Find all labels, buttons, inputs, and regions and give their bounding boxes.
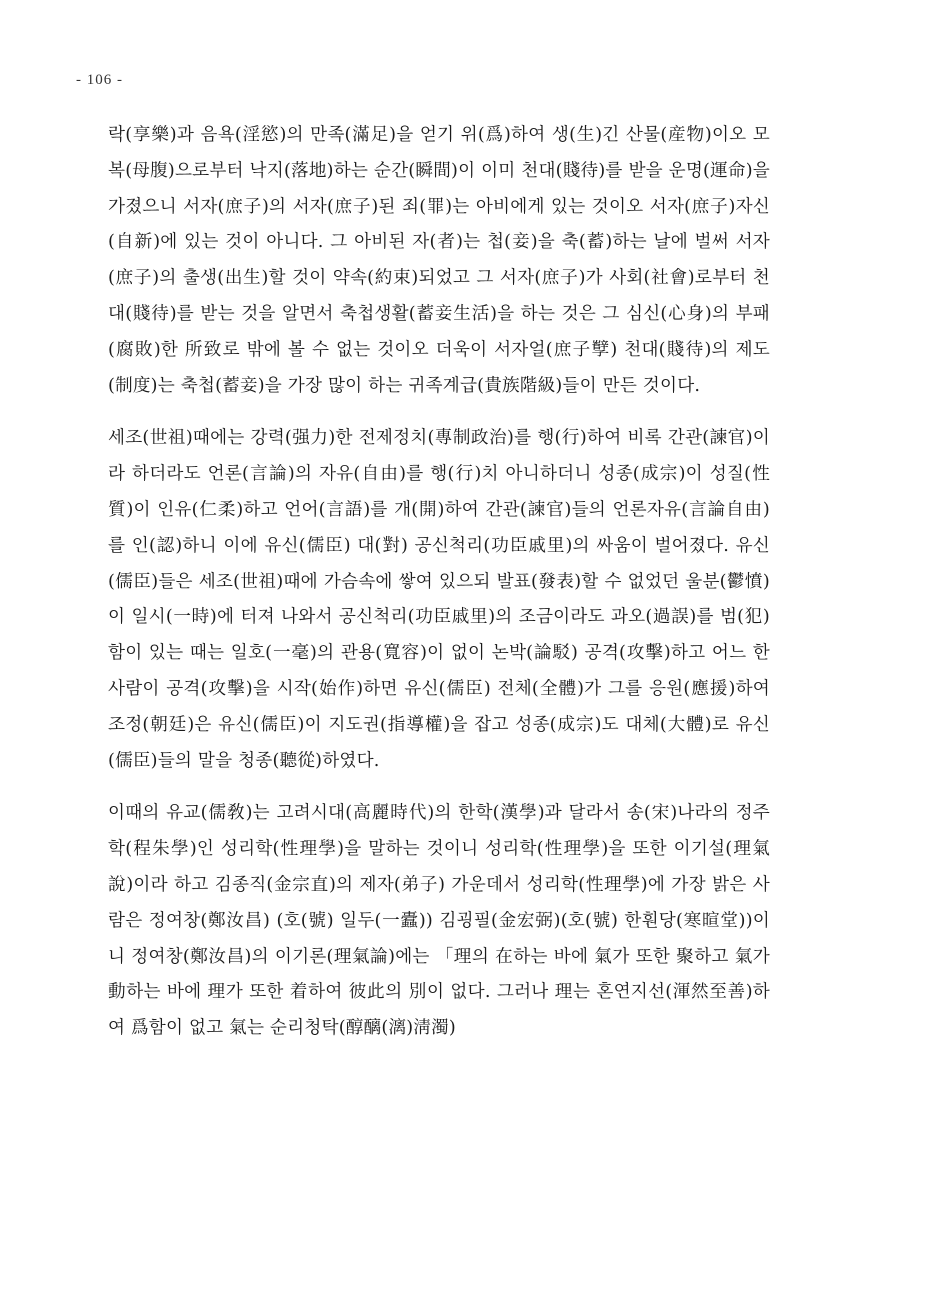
- paragraph-sejo-seongjong-era: 세조(世祖)때에는 강력(强力)한 전제정치(專制政治)를 행(行)하여 비록 간관(諫官)이라 하더라도 언론(言論)의 자유(自由)를 행(行)치 아니하더니 성종(成宗)이 성질(性質)이 인유(仁柔)하고 언어(言語)를 개(開)하여 간관(諫官)들의 언론자유(言論自由)를 인(認)하니 이에 유신(儒臣) 대(對) 공신척리(功臣戚里)의 싸움이 벌어졌다. 유신(儒臣)들은 세조(世祖)때에 가슴속에 쌓여 있으되 발표(發表)할 수 없었던 울분(鬱憤)이 일시(一時)에 터져 나와서 공신척리(功臣戚里)의 조금이라도 과오(過誤)를 범(犯)함이 있는 때는 일호(一毫)의 관용(寬容)이 없이 논박(論駁) 공격(攻擊)하고 어느 한 사람이 공격(攻擊)을 시작(始作)하면 유신(儒臣) 전체(全體)가 그를 응원(應援)하여 조정(朝廷)은 유신(儒臣)이 지도권(指導權)을 잡고 성종(成宗)도 대체(大體)로 유신(儒臣)들의 말을 청종(聽從)하였다.: [108, 428, 770, 771]
- paragraph-concubine-children: 락(享樂)과 음욕(淫慾)의 만족(滿足)을 얻기 위(爲)하여 생(生)긴 산물(産物)이오 모복(母腹)으로부터 낙지(落地)하는 순간(瞬間)이 이미 천대(賤待)를 받을 운명(運命)을 가졌으니 서자(庶子)의 서자(庶子)된 죄(罪)는 아비에게 있는 것이오 서자(庶子)자신(自新)에 있는 것이 아니다. 그 아비된 자(者)는 첩(妾)을 축(蓄)하는 날에 벌써 서자(庶子)의 출생(出生)할 것이 약속(約束)되었고 그 서자(庶子)가 사회(社會)로부터 천대(賤待)를 받는 것을 알면서 축첩생활(蓄妾生活)을 하는 것은 그 심신(心身)의 부패(腐敗)한 所致로 밖에 볼 수 없는 것이오 더욱이 서자얼(庶子孼) 천대(賤待)의 제도(制度)는 축첩(蓄妾)을 가장 많이 하는 귀족계급(貴族階級)들이 만든 것이다.: [108, 125, 770, 396]
- paragraph-neo-confucianism: 이때의 유교(儒敎)는 고려시대(高麗時代)의 한학(漢學)과 달라서 송(宋)나라의 정주학(程朱學)인 성리학(性理學)을 말하는 것이니 성리학(性理學)을 또한 이기설(理氣說)이라 하고 김종직(金宗直)의 제자(弟子) 가운데서 성리학(性理學)에 가장 밝은 사람은 정여창(鄭汝昌) (호(號) 일두(一蠹)) 김굉필(金宏弼)(호(號) 한훤당(寒暄堂))이니 정여창(鄭汝昌)의 이기론(理氣論)에는 「理의 在하는 바에 氣가 또한 聚하고 氣가 動하는 바에 理가 또한 着하여 彼此의 別이 없다. 그러나 理는 혼연지선(渾然至善)하여 爲함이 없고 氣는 순리청탁(醇醨(漓)淸濁): [108, 803, 770, 1039]
- document-body: [108, 118, 770, 1047]
- page-number: - 106 -: [76, 72, 123, 88]
